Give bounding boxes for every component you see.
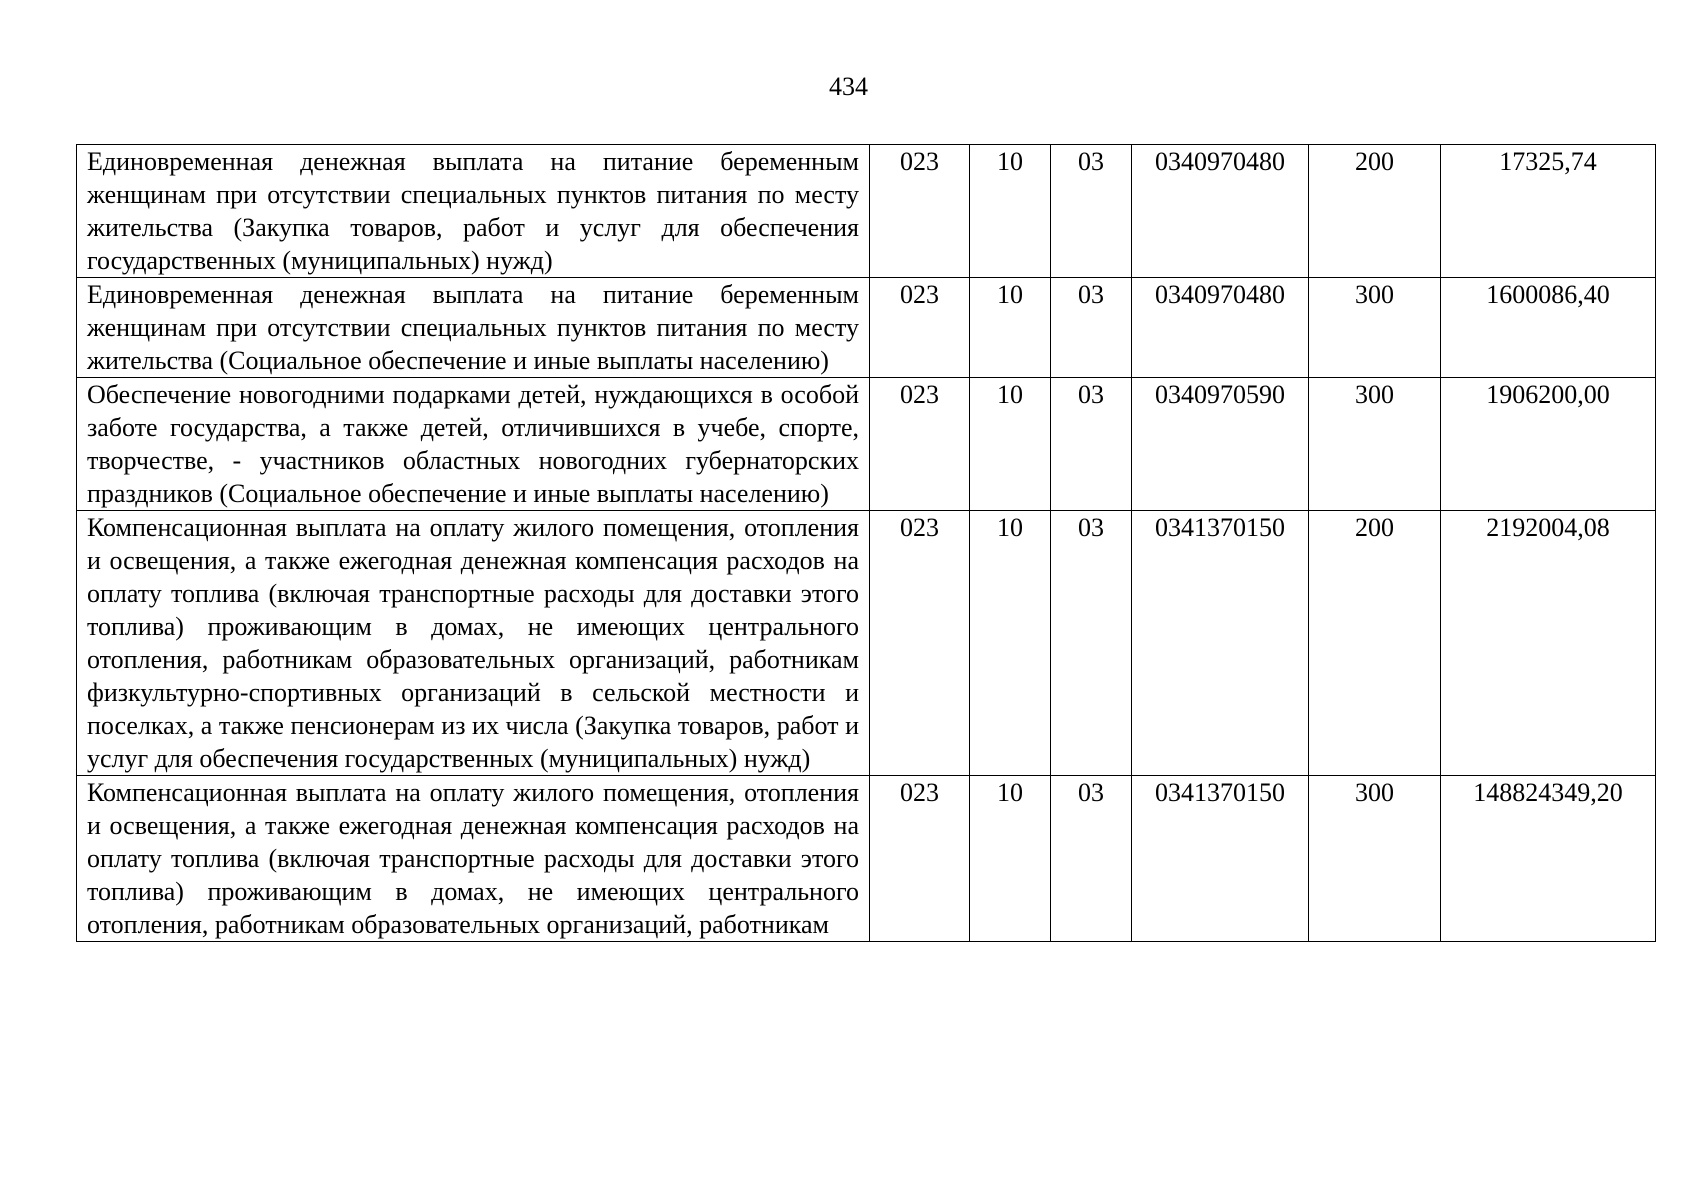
amount: 1906200,00 xyxy=(1441,378,1656,511)
expense-type-code: 200 xyxy=(1309,145,1441,278)
target-article-code: 0341370150 xyxy=(1132,511,1309,776)
row-description: Компенсационная выплата на оплату жилого помещения, отопления и освещения, а также ежегодная денежная компенсация расходов на оплату топлива (включая транспортные расходы для доставки этого топлива) проживающим в домах, не имеющих центрального отопления, работникам образовательных организаций, работникам xyxy=(77,776,870,942)
table-row xyxy=(77,776,1656,942)
amount: 1600086,40 xyxy=(1441,278,1656,378)
ministry-code: 023 xyxy=(870,378,970,511)
expense-type-code: 300 xyxy=(1309,776,1441,942)
target-article-code: 0340970480 xyxy=(1132,145,1309,278)
table-row xyxy=(77,378,1656,511)
ministry-code: 023 xyxy=(870,776,970,942)
row-description: Компенсационная выплата на оплату жилого помещения, отопления и освещения, а также ежегодная денежная компенсация расходов на оплату топлива (включая транспортные расходы для доставки этого топлива) проживающим в домах, не имеющих центрального отопления, работникам образовательных организаций, работникам физкультурно-спортивных организаций в сельской местности и поселках, а также пенсионерам из их числа (Закупка товаров, работ и услуг для обеспечения государственных (муниципальных) нужд) xyxy=(77,511,870,776)
amount: 148824349,20 xyxy=(1441,776,1656,942)
table-row xyxy=(77,278,1656,378)
target-article-code: 0341370150 xyxy=(1132,776,1309,942)
section-code: 10 xyxy=(970,378,1051,511)
table-row xyxy=(77,511,1656,776)
ministry-code: 023 xyxy=(870,511,970,776)
ministry-code: 023 xyxy=(870,278,970,378)
subsection-code: 03 xyxy=(1051,378,1132,511)
section-code: 10 xyxy=(970,776,1051,942)
target-article-code: 0340970480 xyxy=(1132,278,1309,378)
row-description: Обеспечение новогодними подарками детей, нуждающихся в особой заботе государства, а также детей, отличившихся в учебе, спорте, творчестве, - участников областных новогодних губернаторских праздников (Социальное обеспечение и иные выплаты населению) xyxy=(77,378,870,511)
section-code: 10 xyxy=(970,145,1051,278)
subsection-code: 03 xyxy=(1051,278,1132,378)
amount: 2192004,08 xyxy=(1441,511,1656,776)
table-row xyxy=(77,145,1656,278)
amount: 17325,74 xyxy=(1441,145,1656,278)
expense-type-code: 200 xyxy=(1309,511,1441,776)
section-code: 10 xyxy=(970,511,1051,776)
subsection-code: 03 xyxy=(1051,776,1132,942)
expense-type-code: 300 xyxy=(1309,378,1441,511)
section-code: 10 xyxy=(970,278,1051,378)
subsection-code: 03 xyxy=(1051,145,1132,278)
budget-table xyxy=(76,144,1656,942)
page-number: 434 xyxy=(829,72,868,101)
target-article-code: 0340970590 xyxy=(1132,378,1309,511)
subsection-code: 03 xyxy=(1051,511,1132,776)
ministry-code: 023 xyxy=(870,145,970,278)
row-description: Единовременная денежная выплата на питание беременным женщинам при отсутствии специальных пунктов питания по месту жительства (Закупка товаров, работ и услуг для обеспечения государственных (муниципальных) нужд) xyxy=(77,145,870,278)
expense-type-code: 300 xyxy=(1309,278,1441,378)
row-description: Единовременная денежная выплата на питание беременным женщинам при отсутствии специальных пунктов питания по месту жительства (Социальное обеспечение и иные выплаты населению) xyxy=(77,278,870,378)
